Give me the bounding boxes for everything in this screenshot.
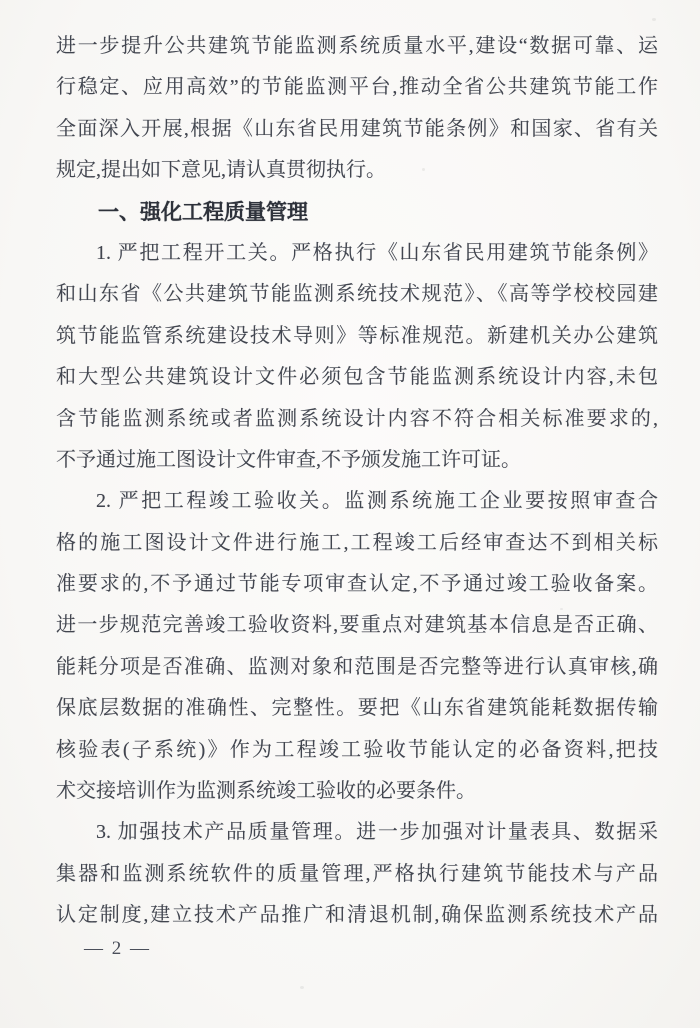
text-line: 认定制度,建立技术产品推广和清退机制,确保监测系统技术产品 bbox=[56, 904, 658, 927]
scan-speck bbox=[300, 986, 304, 989]
text-line: 全面深入开展,根据《山东省民用建筑节能条例》和国家、省有关 bbox=[56, 117, 658, 140]
text-line: 筑节能监管系统建设技术导则》等标准规范。新建机关办公建筑 bbox=[56, 324, 658, 347]
text-line: 和大型公共建筑设计文件必须包含节能监测系统设计内容,未包 bbox=[56, 366, 658, 389]
text-line: 保底层数据的准确性、完整性。要把《山东省建筑能耗数据传输 bbox=[56, 697, 658, 720]
text-line: 和山东省《公共建筑节能监测系统技术规范》、《高等学校校园建 bbox=[56, 283, 658, 306]
text-line: 格的施工图设计文件进行施工,工程竣工后经审查达不到相关标 bbox=[56, 531, 658, 554]
text-line: 规定,提出如下意见,请认真贯彻执行。 bbox=[56, 159, 386, 182]
text-line: 核验表(子系统)》作为工程竣工验收节能认定的必备资料,把技 bbox=[56, 738, 658, 761]
text-line: 3. 加强技术产品质量管理。进一步加强对计量表具、数据采 bbox=[96, 821, 658, 844]
text-line: 不予通过施工图设计文件审查,不予颁发施工许可证。 bbox=[56, 448, 521, 471]
text-line: 1. 严把工程开工关。严格执行《山东省民用建筑节能条例》 bbox=[96, 241, 658, 264]
section-heading: 一、强化工程质量管理 bbox=[98, 199, 308, 224]
text-line: 进一步规范完善竣工验收资料,要重点对建筑基本信息是否正确、 bbox=[56, 614, 658, 637]
text-line: 进一步提升公共建筑节能监测系统质量水平,建设“数据可靠、运 bbox=[56, 35, 658, 57]
page-number: — 2 — bbox=[84, 938, 151, 959]
text-line: 行稳定、应用高效”的节能监测平台,推动全省公共建筑节能工作 bbox=[56, 76, 658, 99]
text-line: 含节能监测系统或者监测系统设计内容不符合相关标准要求的, bbox=[56, 407, 658, 430]
document-body bbox=[56, 26, 658, 937]
text-line: 术交接培训作为监测系统竣工验收的必要条件。 bbox=[56, 780, 476, 803]
scan-speck bbox=[652, 18, 656, 21]
text-line: 准要求的,不予通过节能专项审查认定,不予通过竣工验收备案。 bbox=[56, 573, 658, 596]
text-line: 能耗分项是否准确、监测对象和范围是否完整等进行认真审核,确 bbox=[56, 655, 658, 678]
text-line: 2. 严把工程竣工验收关。监测系统施工企业要按照审查合 bbox=[96, 490, 658, 513]
text-line: 集器和监测系统软件的质量管理,严格执行建筑节能技术与产品 bbox=[56, 862, 658, 885]
page-footer bbox=[84, 934, 151, 964]
